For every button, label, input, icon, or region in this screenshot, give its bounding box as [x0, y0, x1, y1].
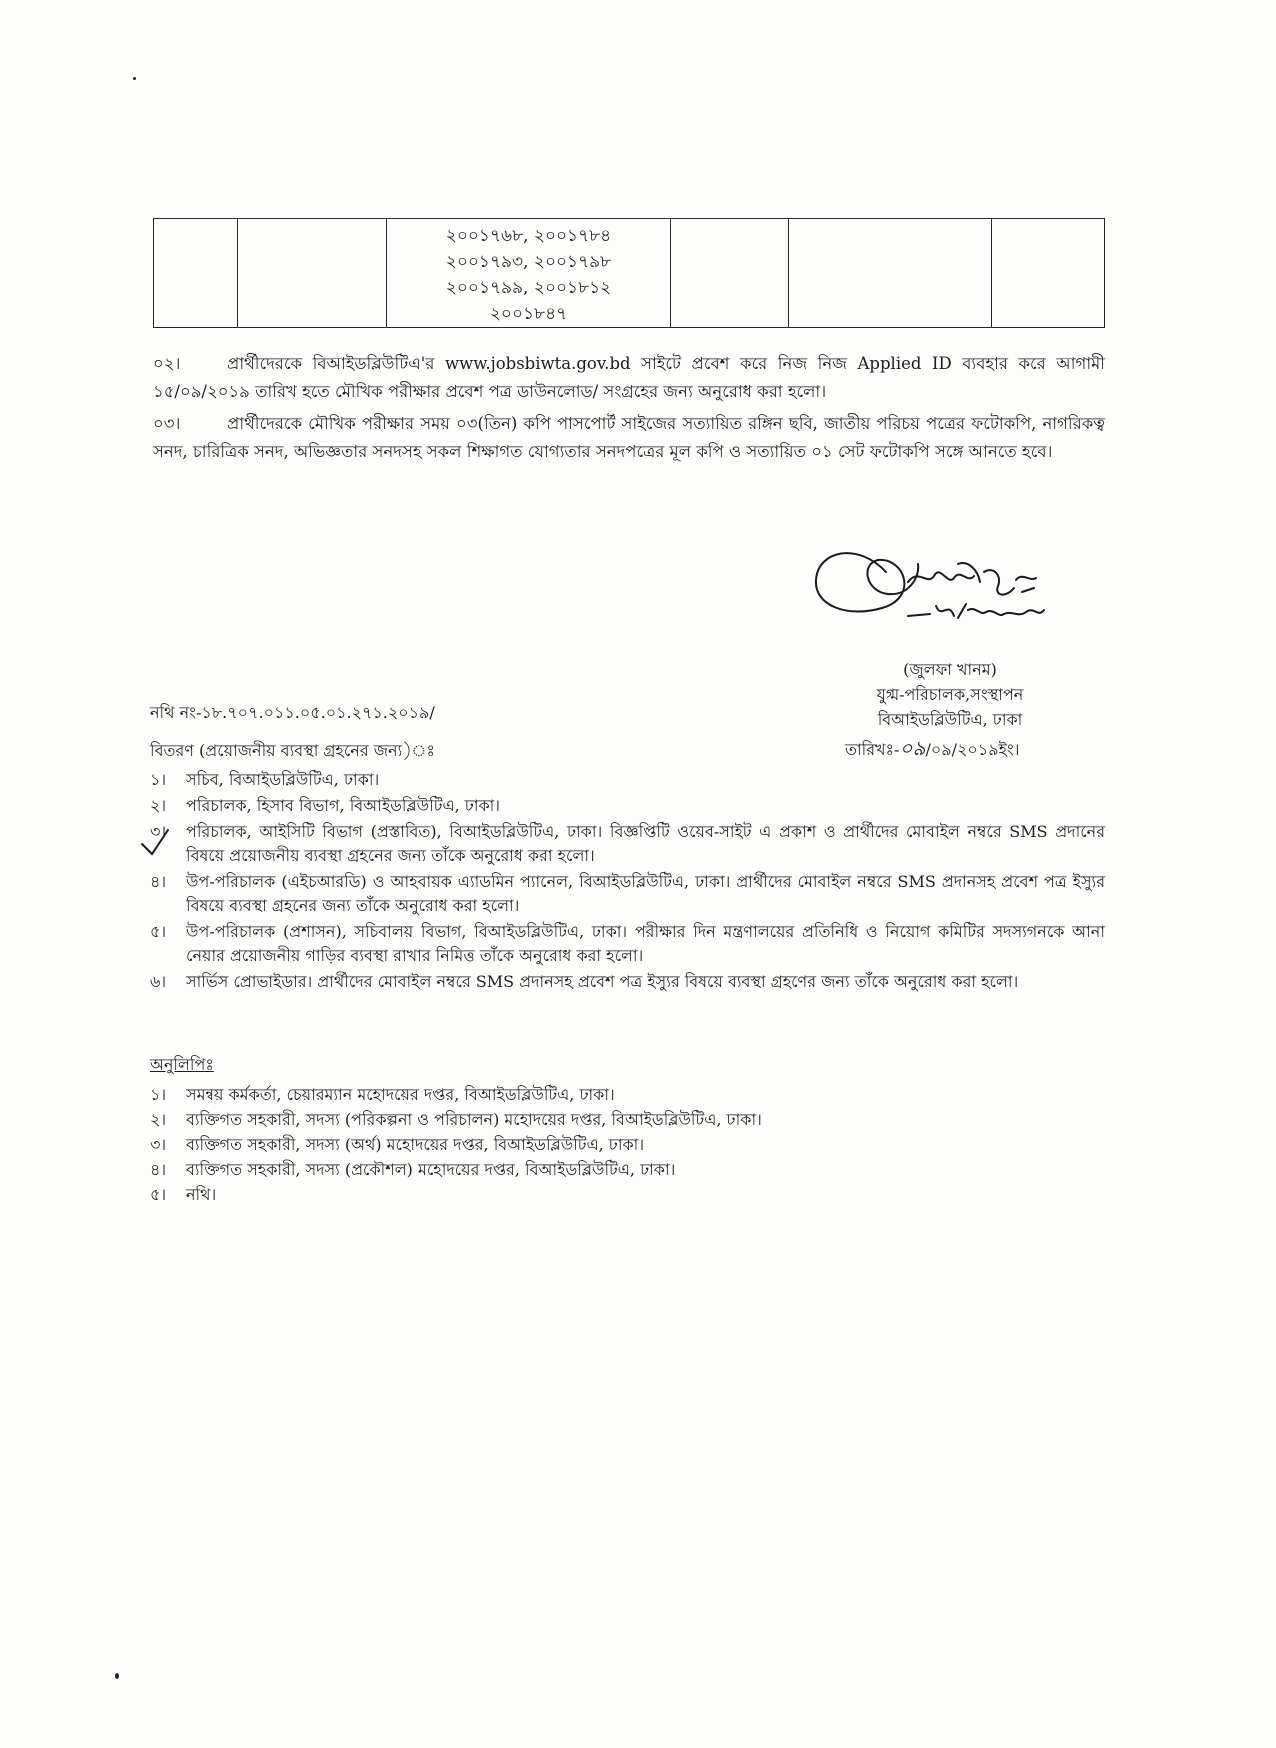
item-number: ২।	[150, 796, 167, 815]
signatory-office: বিআইডব্লিউটিএ, ঢাকা	[877, 710, 1023, 729]
item-text: সমন্বয় কর্মকর্তা, চেয়ারম্যান মহোদয়ের দপ্তর, বিআইডব্লিউটিএ, ঢাকা।	[186, 1085, 615, 1104]
checkmark-icon	[140, 826, 186, 856]
copies-list	[150, 1082, 1105, 1207]
item-text: পরিচালক, আইসিটি বিভাগ (প্রস্তাবিত), বিআইডব্লিউটিএ, ঢাকা। বিজ্ঞপ্তিটি ওয়েব-সাইট এ প্রকাশ ও প্রার্থীদের মোবাইল নম্বরে SMS প্রদানের বিষয়ে প্রয়োজনীয় ব্যবস্থা গ্রহনের জন্য তাঁকে অনুরোধ করা হলো।	[186, 822, 1105, 865]
paragraph-03	[153, 410, 1105, 466]
table-cell-post	[238, 219, 387, 328]
item-text: উপ-পরিচালক (প্রশাসন), সচিবালয় বিভাগ, বিআইডব্লিউটিএ, ঢাকা। পরীক্ষার দিন মন্ত্রণালয়ের প্রতিনিধি ও নিয়োগ কমিটির সদস্যগনকে আনা নেয়ার প্রয়োজনীয় গাড়ির ব্যবস্থা রাখার নিমিত্ত তাঁকে অনুরোধ করা হলো।	[186, 922, 1105, 965]
table-cell-col5	[789, 219, 992, 328]
list-item	[150, 1132, 1105, 1157]
list-item	[150, 920, 1105, 968]
item-text: ব্যক্তিগত সহকারী, সদস্য (প্রকৌশল) মহোদয়ের দপ্তর, বিআইডব্লিউটিএ, ঢাকা।	[186, 1160, 676, 1179]
list-item	[150, 768, 1105, 792]
item-number: ৪।	[150, 1160, 167, 1179]
scan-speck	[115, 1673, 119, 1679]
item-number: ১।	[150, 1085, 167, 1104]
item-number: ৩।	[150, 1135, 167, 1154]
memo-date	[845, 734, 1020, 767]
item-number: ৬।	[150, 972, 167, 991]
item-text: উপ-পরিচালক (এইচআরডি) ও আহবায়ক এ্যাডমিন প্যানেল, বিআইডব্লিউটিএ, ঢাকা। প্রার্থীদের মোবাইল নম্বরে SMS প্রদানসহ প্রবেশ পত্র ইস্যুর বিষয়ে ব্যবস্থা গ্রহনের জন্য তাঁকে অনুরোধ করা হলো।	[186, 872, 1105, 915]
distribution-list	[150, 768, 1105, 996]
scan-speck	[133, 77, 136, 80]
memo-reference: নথি নং-১৮.৭০৭.০১১.০৫.০১.২৭১.২০১৯/	[150, 703, 435, 722]
signatory-name: (জুলফা খানম)	[903, 660, 997, 679]
list-item	[150, 1107, 1105, 1132]
list-item	[150, 820, 1105, 868]
table-cell-col6	[992, 219, 1105, 328]
applicant-id-table	[153, 218, 1105, 328]
list-item	[150, 1182, 1105, 1207]
item-number: ২।	[150, 1110, 167, 1129]
paragraph-number: ০৩।	[153, 414, 181, 433]
paragraph-text: প্রার্থীদেরকে মৌখিক পরীক্ষার সময় ০৩(তিন) কপি পাসপোর্ট সাইজের সত্যায়িত রঙ্গিন ছবি, জাতীয় পরিচয় পত্রের ফটোকপি, নাগরিকত্ব সনদ, চারিত্রিক সনদ, অভিজ্ঞতার সনদসহ সকল শিক্ষাগত যোগ্যতার সনদপত্রের মূল কপি ও সত্যায়িত ০১ সেট ফটোকপি সঙ্গে আনতে হবে।	[153, 414, 1105, 461]
table-cell-col4	[671, 219, 789, 328]
date-handwritten: ০৯	[899, 736, 926, 760]
list-item	[150, 970, 1105, 994]
item-number: ৫।	[150, 922, 167, 941]
list-item	[150, 1082, 1105, 1107]
item-number: ১।	[150, 770, 167, 789]
id-line: ২০০১৭৬৮, ২০০১৭৮৪	[445, 226, 612, 246]
item-text: নথি।	[186, 1185, 217, 1204]
copies-heading	[150, 1052, 214, 1079]
item-text: সার্ভিস প্রোভাইডার। প্রার্থীদের মোবাইল নম্বরে SMS প্রদানসহ প্রবেশ পত্র ইস্যুর বিষয়ে ব্যবস্থা গ্রহণের জন্য তাঁকে অনুরোধ করা হলো।	[186, 972, 1019, 991]
item-number: ৩।	[150, 822, 167, 841]
item-text: পরিচালক, হিসাব বিভাগ, বিআইডব্লিউটিএ, ঢাকা।	[186, 796, 501, 815]
list-item	[150, 870, 1105, 918]
id-line: ২০০১৭৯৩, ২০০১৭৯৮	[445, 252, 612, 272]
id-line: ২০০১৮৪৭	[489, 304, 568, 324]
list-item	[150, 794, 1105, 818]
list-item	[150, 1157, 1105, 1182]
paragraph-number: ০২।	[153, 354, 181, 373]
item-text: ব্যক্তিগত সহকারী, সদস্য (অর্থ) মহোদয়ের দপ্তর, বিআইডব্লিউটিএ, ঢাকা।	[186, 1135, 645, 1154]
copies-heading-text: অনুলিপিঃ	[150, 1055, 214, 1074]
date-rest: /০৯/২০১৯ইং।	[925, 740, 1020, 759]
item-number: ৪।	[150, 872, 167, 891]
item-number: ৫।	[150, 1185, 167, 1204]
item-text: ব্যক্তিগত সহকারী, সদস্য (পরিকল্পনা ও পরিচালন) মহোদয়ের দপ্তর, বিআইডব্লিউটিএ, ঢাকা।	[186, 1110, 762, 1129]
paragraph-text: প্রার্থীদেরকে বিআইডব্লিউটিএ'র www.jobsbiwta.gov.bd সাইটে প্রবেশ করে নিজ নিজ Applied ID ব্যবহার করে আগামী ১৫/০৯/২০১৯ তারিখ হতে মৌখিক পরীক্ষার প্রবেশ পত্র ডাউনলোড/ সংগ্রহের জন্য অনুরোধ করা হলো।	[153, 354, 1105, 401]
id-line: ২০০১৭৯৯, ২০০১৮১২	[445, 278, 612, 298]
table-cell-serial	[154, 219, 238, 328]
signatory-designation: যুগ্ম-পরিচালক,সংস্থাপন	[876, 685, 1024, 704]
item-text: সচিব, বিআইডব্লিউটিএ, ঢাকা।	[186, 770, 380, 789]
date-prefix: তারিখঃ-	[845, 740, 900, 759]
distribution-heading: বিতরণ (প্রয়োজনীয় ব্যবস্থা গ্রহনের জন্য)ঃ	[150, 741, 435, 760]
paragraph-02	[153, 350, 1105, 406]
table-cell-applied-ids	[387, 219, 671, 328]
signature-image	[808, 520, 1078, 650]
